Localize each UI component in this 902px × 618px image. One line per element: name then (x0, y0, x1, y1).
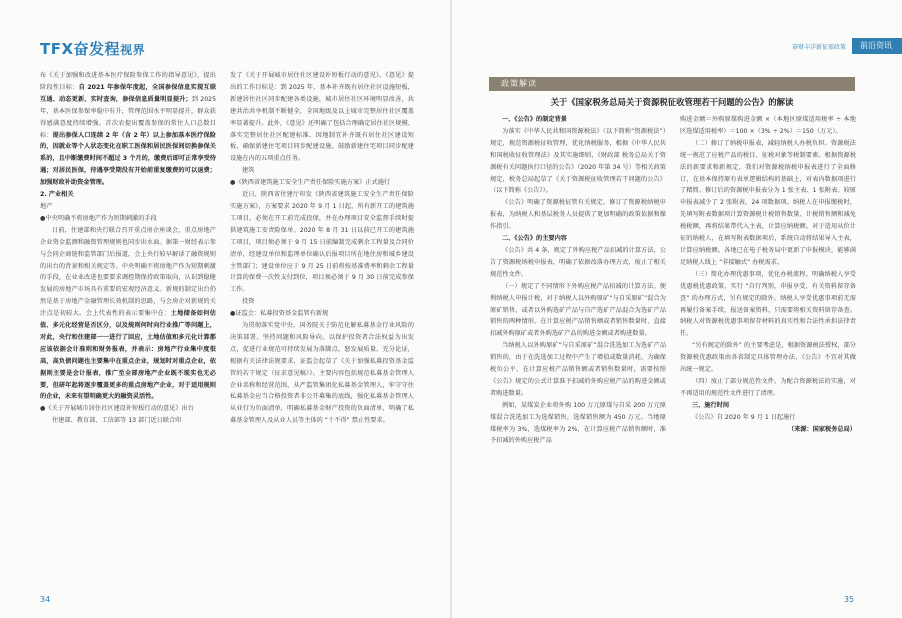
paragraph: （一）规定了不同情形下外购应税产品扣减的计算方法。便利纳税人申报计税，对于纳税人以外购原矿“与自采原矿”混合为原矿销售，或者以外购选矿产品与自产选矿产品混合为选矿产品销售的两种情形，在计算应税产品销售额或者销售数量时，直接扣减外购原矿或者外购选矿产品的购进金额或者购进数量。 (490, 282, 666, 338)
subsection-label: 投资 (242, 298, 255, 306)
paragraph: 布《关于加强和改进基本医疗保险参保工作的指导意见》，提出阶段性目标：自 2021 年参保年度起，全国参保信息实现互联互通、动态更新、实时查询，参保信息质量明显提升；到 2025 年，基本医保参保率稳中有升，管理范围水平明显提升，群众获得感满意度持续增强。首次农提出覆盖参保的常住人口总数目标：提出参保人口连续 2 年（含 2 年）以上参加基本医疗保险的，因就业等个人状态变化在职工医保和居民医保间切换参保关系的，且中断缴费时间不超过 3 个月的，缴费后即可正常享受待遇；对居民医保，待遇享受期没有开始前重复缴费的可以退费；加强财政补助资金管理。 (40, 72, 216, 187)
section-heading: 2. 产业相关 (40, 191, 74, 199)
section-heading: 三、施行时间 (692, 401, 730, 409)
band-label: 政策解读 (501, 79, 537, 88)
logo-part-tfx: TFX (40, 40, 74, 58)
header-subtitle: 奋财丰洋新征需政策 (791, 43, 846, 51)
right-column-1 (490, 114, 666, 592)
paragraph: （二）修订了纳税申报表，减轻纳税人办税负担。资源税法统一规范了应税产品的税目、征税对象等税制要素。根据资源税法的新要求和新规定，我们对资源税纳税申报表进行了全面修订，在基本保持原有表单逻辑结构的基础上，对表内数据项进行了精简。修订后的资源税申报表分为 1 张主表、1 张附表。较原申报表减少了 2 张附表，24 项数据项。纳税人在申报缴税时，先填写附表数据项计算资源税计税销售数量、计税销售额和减免税税额，再将结果带代入主表，计算应纳税额。对于适用从价计征的纳税人，在填写附表数据项后，系统自动将结果导入主表，计算应纳税额。各地已在电子税务局中更新了申报模块，能够满足纳税人线上 “非接触式” 办税需求。 (680, 139, 856, 266)
right-column-2 (680, 114, 856, 592)
logo-part-name: 奋发程 (73, 40, 121, 58)
paragraph: 为落实《中华人民共和国资源税法》（以下简称“资源税法”）规定，规范资源税征收管理，优化纳税服务，根据《中华人民共和国税收征收管理法》及其实施细则、《财政部 税务总局关于资源税有关问题执行口径的公告》（2020 年第 34 号）等相关政策规定，税务总局起草了《关于资源税征收管理若干问题的公告》（以下简称《公告》）。 (490, 127, 666, 195)
section-heading: 二、《公告》的主要内容 (502, 235, 567, 243)
paragraph: 购进金额＝外购原煤购进金额 ×（本地区原煤适用税率 ÷ 本地区选煤适用税率）＝100 ×（3% ÷ 2%）＝150（万元）。 (680, 116, 856, 135)
paragraph: 《公告》共 4 条，规定了外购应税产品扣减的计算方法，公告了资源税纳税申报表，明确了依据改落办理方式，废止了相关规范性文件。 (490, 246, 666, 278)
magazine-logo (40, 38, 145, 59)
news-bullet: ●证监会：私募投资基金监管有新规 (230, 310, 329, 318)
paragraph: （四）废止了部分规范性文件。为配合资源税法的实施，对不再适用的规范性文件进行了清理。 (680, 377, 856, 397)
paragraph: 发了《关于开展城市居住社区建设补短板行动的意见》。《意见》提出的工作目标是：到 2025 年，基本补齐既有居住社区设施短板，新建居住社区同步配建各类设施，城市居住社区环境明显改善，共建共治共享机制不断健全，全国地级及以上城市完整居住社区覆盖率显著提升。此外，《意见》还明确了包括合理确定居住社区规模、落实完整居住社区配建标准、因地制宜补齐既有居住社区建设短板、确保新建住宅项目同步配建设施、鼓励新建住宅项目同步配建设施在内的五项重点任务。 (230, 72, 414, 163)
paragraph: 近日，陕西省住建厅印发《陕西省建筑施工安全生产责任保险实施方案》，方案要求 2020 年 9 月 1 日起，所有新开工的建筑施工项目，必须在开工前完成投保，并在办理项目安全监督手续时提供建筑施工安责险保单。2020 年 8 月 31 日以前已开工的建筑施工项目，项目须必须于 9 月 15 日前编制完成剩余工程量及合同价清单，经建设单位和监理单位确认后报项目所在地住房和城乡建设主管部门；建设单位应于 9 月 25 日前将按基准费率和剩余工程量计算的保费一次性支付到位，项目须必须于 9 月 30 日前完成参保工作。 (230, 191, 414, 294)
paragraph: “另有规定的除外” 的主要考虑是，根据资源税法授权，部分资源税优惠政策由各省制定具体管理办法，《公告》不宜对其做出统一规定。 (680, 342, 856, 374)
paragraph: 日前，住建部和央行联合召开重点房企座谈会，重点房地产企业资金监测和融资管理规则也同步出水面。据第一财经表示参与会同企商链和监管部门后报道，会上央行较早解读了融资规则的出台的背景和相关规定等。中央明确不将房地产作为短期刺激的手段，在业业改进也要要求调控期保持政策取向，认识到稳健发展的房地产市场具有重要的宏观经济意义。新规的制定出台仍然是基于房地产金融管理长效机制的思路，与会房企对新规的关注点是初较大。会上代表性的表示要集中在：土地储备如何估值、多元化经营是否区分，以及规则何时向行业推广等问题上，对此，央行和住建部一一进行了回应，土地估值和多元化计算都应该依据会计准则和财务报表，并表示：房地产行业集中度很高，高负债问题也主要集中在重点企业，规划时对重点企业，依据则主要是会计报表，推广至全部房地产企业既不现实也无必要，但研年起将逐步覆盖更多的重点房地产企业，对于适用规则的企业，未来有望明确更大的融资灵活性。 (40, 226, 216, 401)
paragraph: （三）简化办理优惠事项，优化办税流程。明确纳税人享受优惠税优惠政策，实行 “自行判别，申报享受，有关资料留存备查” 的办理方式，另有规定的除外。纳税人享受优惠事项前无需再履行备案手续，报送备案资料，只需要将相关资料留存备查。纳税人对资源税优惠事项留存材料的真实性和合法性承担法律责任。 (680, 270, 856, 338)
paragraph: 例如，某煤炭企业将外购 100 万元原煤与自采 200 万元原煤混合洗选加工为选煤销售，选煤销售额为 450 万元。当地原煤税率为 3%，选煤税率为 2%，在计算应税产品销售额时，准予扣减的外购应税产品 (490, 401, 666, 445)
paragraph: 住建部、教育部、工信部等 13 部门近日联合印 (52, 417, 182, 425)
left-column-2 (230, 70, 414, 514)
page-number: 34 (40, 595, 51, 604)
section-header (792, 38, 902, 54)
paragraph: 《公告》明确了资源税征管有关规定，修订了资源税纳税申报表，为纳税人和基层税务人员提供了更加明确的政策依据和操作指引。 (490, 199, 666, 231)
section-heading: 一、《公告》的制定背景 (502, 116, 567, 123)
logo-part-view: 视界 (120, 43, 146, 57)
left-page (0, 0, 450, 618)
news-bullet: ●中央明确不将房地产作为短期刺激的手段 (40, 214, 157, 222)
subsection-label: 建筑 (242, 167, 255, 175)
subsection-label: 地产 (40, 202, 53, 210)
article-source: （来源：国家税务总局） (787, 425, 856, 433)
left-column-1 (40, 70, 216, 584)
article-title: 关于《国家税务总局关于资源税征收管理若干问题的公告》的解读 (550, 97, 794, 107)
news-bullet: ●《陕西省建筑施工安全生产责任保险实施方案》正式施行 (230, 179, 391, 187)
paragraph: 为贯彻落实党中央、国务院关于防范化解私募基金行业风险的决策部署，坚持问题和风险导向，以保护投资者合法权益为出发点，促进行业规范可持续发展为落脚点，怒发展质量、充分论证，根据有关法律法规要求，证监会起草了《关于加强私募投资基金监管的若干规定（征求意见稿）》。主要内容包括规范私募基金管理人企业名称和经营范围，从严监管集团化私募基金管理人，牢守守住私募基金应当合格投资者非公开募集的底线，强化私募基金管理人从业行为负面清单，明确私募基金财产投资的负面清单，明确了私募基金管理人及从业人员等主体的 “十不得” 禁止性要求。 (230, 322, 414, 425)
page-number: 35 (843, 595, 854, 604)
paragraph: 《公告》自 2020 年 9 月 1 日起施行 (692, 413, 796, 421)
header-label: 前沿资讯 (852, 38, 902, 54)
paragraph: 当纳税人以外购原矿“与自采原矿”混合洗选加工为选矿产品销售的，由于在洗选加工过程中产生了增值或数量消耗，为确保税负公平，在计算应税产品销售额或者销售数量时，需要按照《公告》规定的公式计算准予扣减的外购应税产品的购进金额或者购进数量。 (490, 342, 666, 397)
news-bullet: ●《关于开展城市居住社区建设补短板行动的意见》出台 (40, 405, 194, 413)
right-page (452, 0, 902, 618)
column-band (489, 77, 855, 91)
